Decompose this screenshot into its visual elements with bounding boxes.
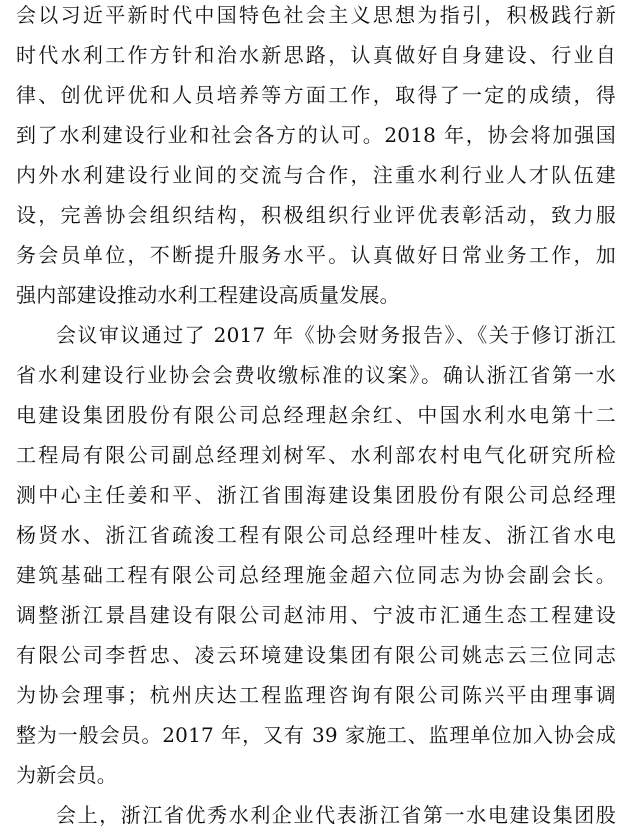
text-line-18: 为协会理事；杭州庆达工程监理咨询有限公司陈兴平由理事调 bbox=[16, 683, 616, 707]
text-line-20: 为新会员。 bbox=[16, 763, 117, 787]
text-line-11: 电建设集团股份有限公司总经理赵余红、中国水利水电第十二 bbox=[16, 403, 616, 427]
text-line-21: 会上，浙江省优秀水利企业代表浙江省第一水电建设集团股 bbox=[56, 803, 616, 827]
text-line-4: 到了水利建设行业和社会各方的认可。2018 年，协会将加强国 bbox=[16, 123, 616, 147]
text-line-7: 务会员单位，不断提升服务水平。认真做好日常业务工作，加 bbox=[16, 243, 616, 267]
text-line-19: 整为一般会员。2017 年，又有 39 家施工、监理单位加入协会成 bbox=[16, 723, 616, 747]
text-line-3: 律、创优评优和人员培养等方面工作，取得了一定的成绩，得 bbox=[16, 83, 616, 107]
text-line-17: 有限公司李哲忠、凌云环境建设集团有限公司姚志云三位同志 bbox=[16, 643, 616, 667]
text-line-14: 杨贤水、浙江省疏浚工程有限公司总经理叶桂友、浙江省水电 bbox=[16, 523, 616, 547]
text-line-16: 调整浙江景昌建设有限公司赵沛用、宁波市汇通生态工程建设 bbox=[16, 603, 616, 627]
text-line-8: 强内部建设推动水利工程建设高质量发展。 bbox=[16, 283, 400, 307]
text-line-1: 会以习近平新时代中国特色社会主义思想为指引，积极践行新 bbox=[16, 3, 616, 27]
text-line-13: 测中心主任姜和平、浙江省围海建设集团股份有限公司总经理 bbox=[16, 483, 616, 507]
text-line-9: 会议审议通过了 2017 年《协会财务报告》、《关于修订浙江 bbox=[56, 323, 616, 347]
text-line-6: 设，完善协会组织结构，积极组织行业评优表彰活动，致力服 bbox=[16, 203, 616, 227]
text-line-10: 省水利建设行业协会会费收缴标准的议案》。确认浙江省第一水 bbox=[16, 363, 616, 387]
text-line-2: 时代水利工作方针和治水新思路，认真做好自身建设、行业自 bbox=[16, 43, 616, 67]
text-line-5: 内外水利建设行业间的交流与合作，注重水利行业人才队伍建 bbox=[16, 163, 616, 187]
text-line-12: 工程局有限公司副总经理刘树军、水利部农村电气化研究所检 bbox=[16, 443, 616, 467]
text-line-15: 建筑基础工程有限公司总经理施金超六位同志为协会副会长。 bbox=[16, 563, 616, 587]
